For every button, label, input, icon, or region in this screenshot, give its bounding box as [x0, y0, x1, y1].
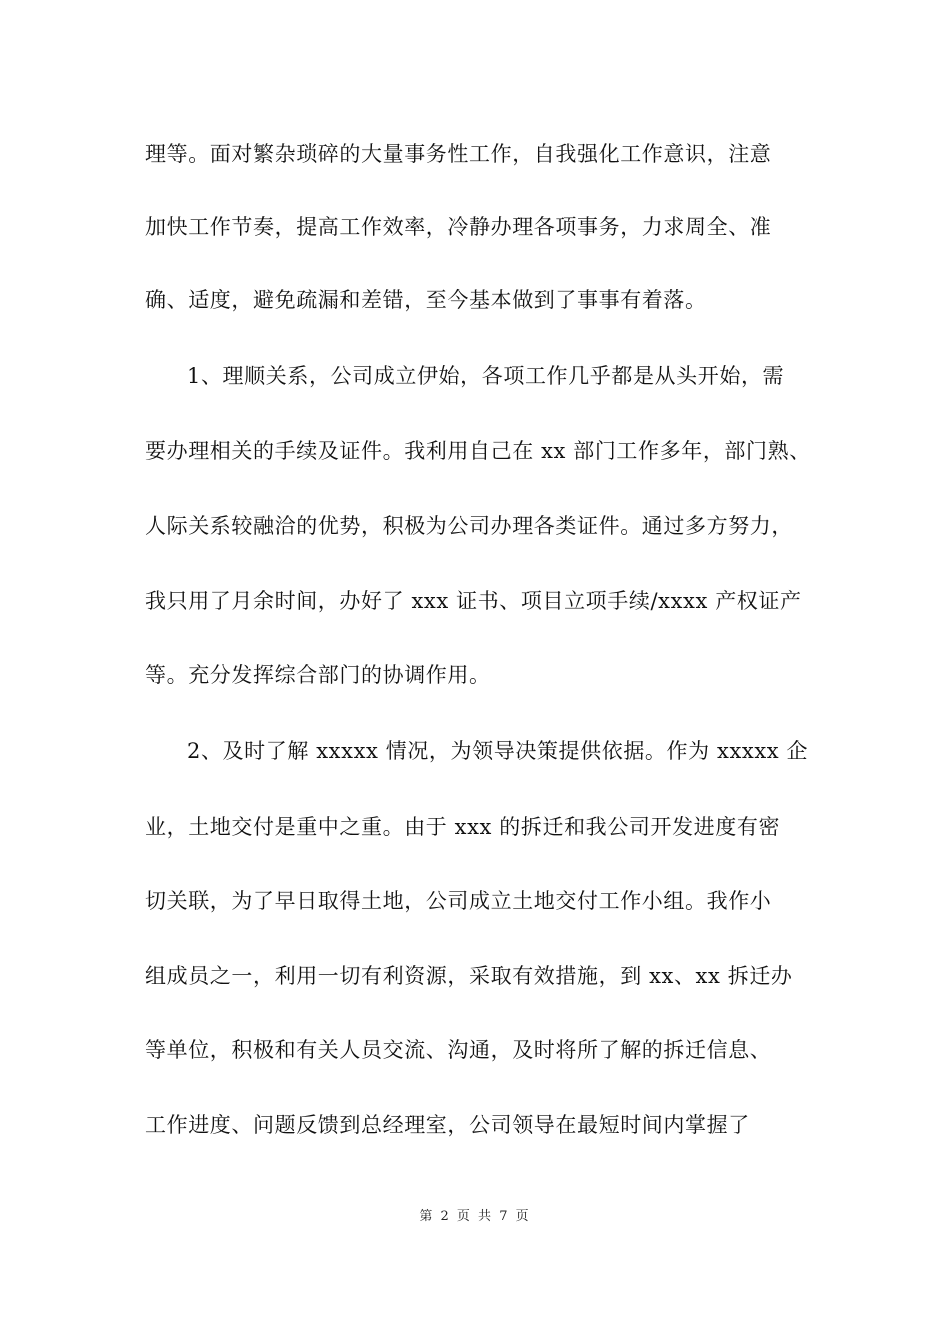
- text-line: 组成员之一，利用一切有利资源，采取有效措施，到 xx、xx 拆迁办: [145, 964, 793, 988]
- text-line: 理等。面对繁杂琐碎的大量事务性工作，自我强化工作意识，注意: [145, 142, 772, 166]
- text-line: 切关联，为了早日取得土地，公司成立土地交付工作小组。我作小: [145, 889, 772, 913]
- text-line: 确、适度，避免疏漏和差错，至今基本做到了事事有着落。: [145, 288, 707, 312]
- text-line: 我只用了月余时间，办好了 xxx 证书、项目立项手续/xxxx 产权证产: [145, 589, 802, 613]
- text-line: 工作进度、问题反馈到总经理室，公司领导在最短时间内掌握了: [145, 1113, 750, 1137]
- text-line: 等。充分发挥综合部门的协调作用。: [145, 663, 491, 687]
- text-line: 业，土地交付是重中之重。由于 xxx 的拆迁和我公司开发进度有密: [145, 815, 781, 839]
- text-line: 等单位，积极和有关人员交流、沟通，及时将所了解的拆迁信息、: [145, 1038, 772, 1062]
- text-line: 加快工作节奏，提高工作效率，冷静办理各项事务，力求周全、准: [145, 215, 772, 239]
- text-line: 2、及时了解 xxxxx 情况，为领导决策提供依据。作为 xxxxx 企: [187, 739, 809, 763]
- text-line: 人际关系较融洽的优势，积极为公司办理各类证件。通过多方努力，: [145, 514, 793, 538]
- text-line: 要办理相关的手续及证件。我利用自己在 xx 部门工作多年，部门熟、: [145, 439, 811, 463]
- page-number: 第 2 页 共 7 页: [419, 1209, 531, 1224]
- text-line: 1、理顺关系，公司成立伊始，各项工作几乎都是从头开始，需: [187, 364, 785, 388]
